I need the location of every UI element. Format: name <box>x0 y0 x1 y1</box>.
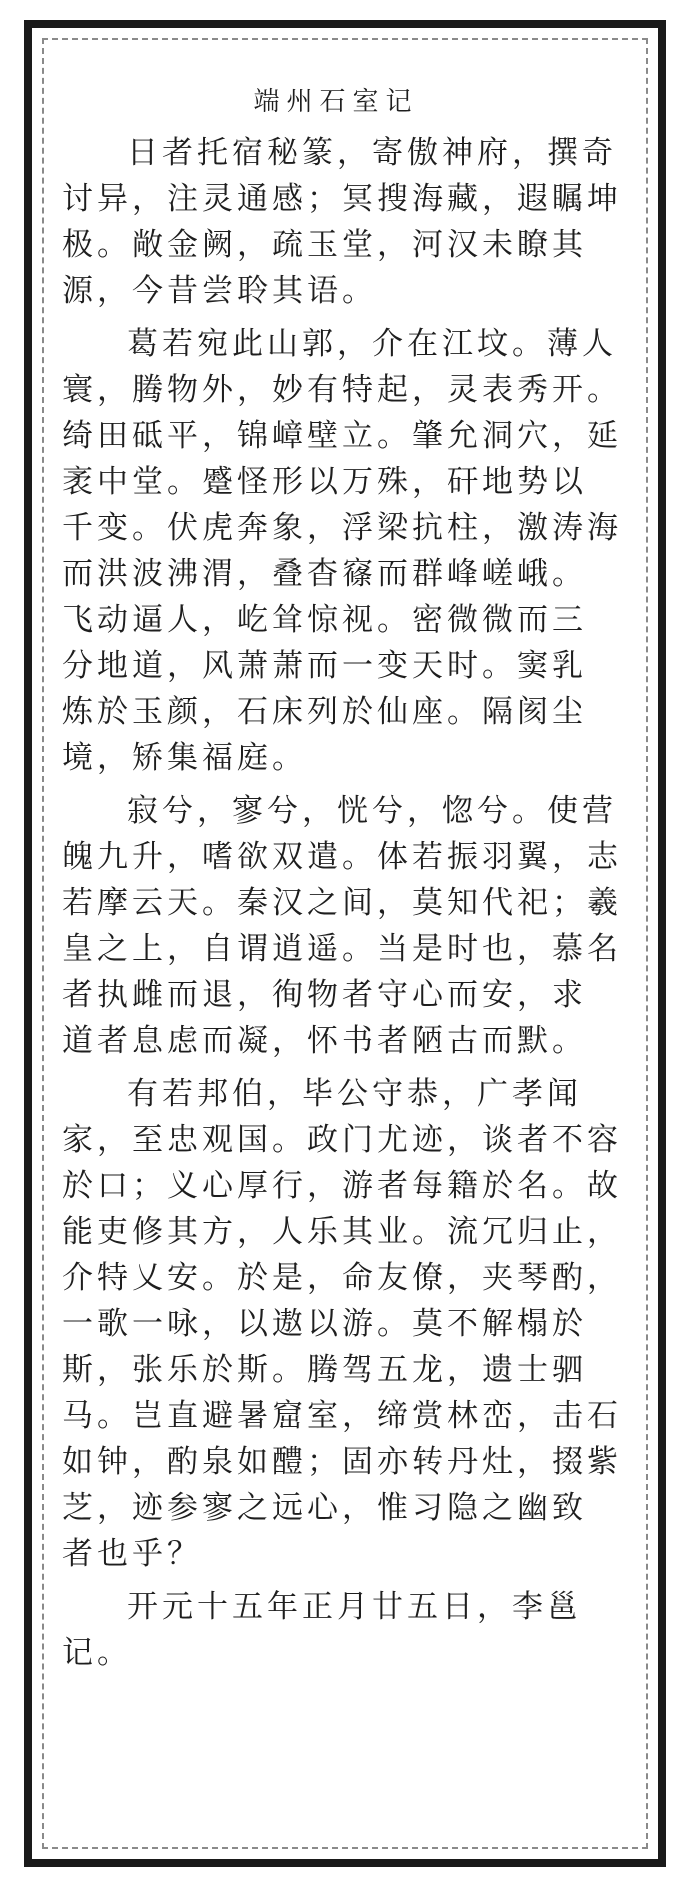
text-line: 开元十五年正月廿五日，李邕 <box>127 1589 582 1625</box>
text-line: 者执雌而退，徇物者守心而安，求 <box>62 977 587 1013</box>
paragraph-gap <box>62 314 602 321</box>
text-line: 魄九升，嗜欲双遣。体若振羽翼，志 <box>62 839 622 875</box>
document-body <box>62 80 622 1676</box>
text-line: 马。岂直避暑窟室，缔赏林峦，击石 <box>62 1398 622 1434</box>
text-line: 分地道，风萧萧而一变天时。窦乳 <box>62 648 587 684</box>
text-line: 寂兮，寥兮，恍兮，惚兮。使营 <box>127 793 617 829</box>
text-line: 极。敞金阙，疏玉堂，河汉未瞭其 <box>62 227 587 263</box>
text-line: 寰，腾物外，妙有特起，灵表秀开。 <box>62 372 622 408</box>
text-line: 绮田砥平，锦嶂壁立。肇允洞穴，延 <box>62 418 622 454</box>
text-line: 袤中堂。蹙怪形以万殊，矸地势以 <box>62 464 587 500</box>
text-line: 介特乂安。於是，命友僚，夹琴酌， <box>62 1260 622 1296</box>
document-title: 端州石室记 <box>253 87 419 117</box>
text-line: 讨异，注灵通感；冥搜海藏，遐瞩坤 <box>62 181 622 217</box>
text-line: 芝，迹参寥之远心，惟习隐之幽致 <box>62 1490 587 1526</box>
paragraph-4 <box>62 1071 622 1577</box>
paragraph-2 <box>62 321 622 781</box>
text-line: 记。 <box>62 1635 132 1671</box>
paragraph-gap <box>62 781 602 788</box>
text-line: 能吏修其方，人乐其业。流冗归止， <box>62 1214 622 1250</box>
text-line: 飞动逼人，屹耸惊视。密微微而三 <box>62 602 587 638</box>
text-line: 皇之上，自谓逍遥。当是时也，慕名 <box>62 931 622 967</box>
text-line: 若摩云天。秦汉之间，莫知代祀；羲 <box>62 885 622 921</box>
paragraph-gap <box>62 1577 602 1584</box>
paragraph-3 <box>62 788 622 1064</box>
text-line: 者也乎？ <box>62 1536 202 1572</box>
text-line: 日者托宿秘篆，寄傲神府，撰奇 <box>127 135 617 171</box>
paragraph-5-signature <box>62 1584 602 1676</box>
text-line: 於口；义心厚行，游者每籍於名。故 <box>62 1168 622 1204</box>
text-line: 一歌一咏，以遨以游。莫不解榻於 <box>62 1306 587 1342</box>
text-line: 境，矫集福庭。 <box>62 740 307 776</box>
text-line: 炼於玉颜，石床列於仙座。隔阂尘 <box>62 694 587 730</box>
text-line: 而洪波沸渭，叠杳窱而群峰嵯峨。 <box>62 556 587 592</box>
text-line: 源，今昔尝聆其语。 <box>62 273 377 309</box>
paragraph-1 <box>62 130 622 314</box>
text-line: 葛若宛此山郭，介在江坟。薄人 <box>127 326 617 362</box>
text-line: 千变。伏虎奔象，浮梁抗柱，激涛海 <box>62 510 622 546</box>
text-line: 斯，张乐於斯。腾驾五龙，遗士驷 <box>62 1352 587 1388</box>
text-line: 道者息虑而凝，怀书者陋古而默。 <box>62 1023 587 1059</box>
text-line: 如钟，酌泉如醴；固亦转丹灶，掇紫 <box>62 1444 622 1480</box>
paragraph-gap <box>62 1064 602 1071</box>
text-line: 有若邦伯，毕公守恭，广孝闻 <box>127 1076 582 1112</box>
text-line: 家，至忠观国。政门尤迹，谈者不容 <box>62 1122 622 1158</box>
